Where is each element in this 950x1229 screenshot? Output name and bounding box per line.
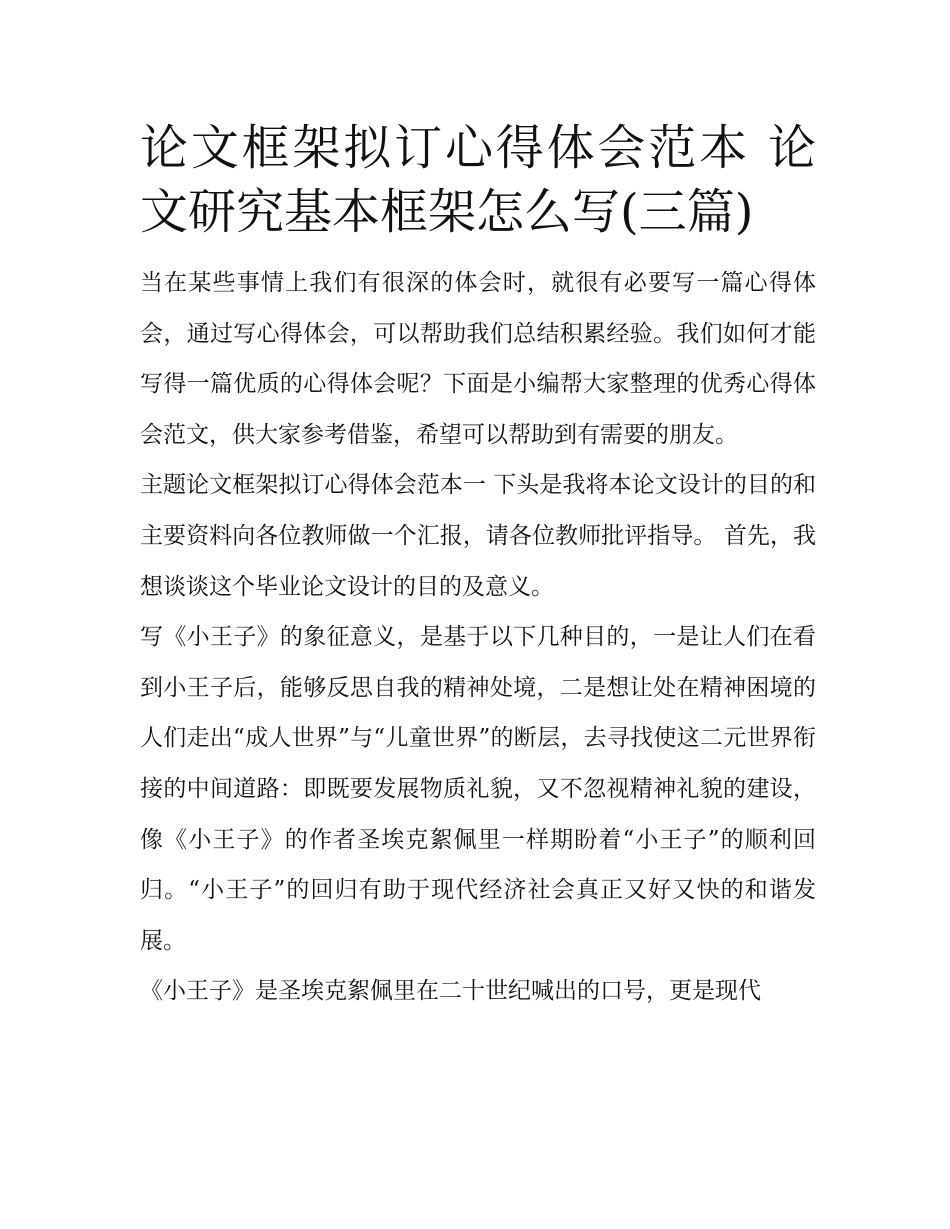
topic-paragraph: 主题论文框架拟订心得体会范本一 下头是我将本论文设计的目的和主要资料向各位教师做一个汇报，请各位教师批评指导。 首先，我想谈谈这个毕业论文设计的目的及意义。 — [140, 472, 816, 600]
document-body — [140, 258, 816, 1017]
document-title: 论文框架拟订心得体会范本 论文研究基本框架怎么写(三篇) — [140, 120, 816, 240]
document-content — [140, 116, 816, 1017]
purpose-paragraph: 写《小王子》的象征意义，是基于以下几种目的，一是让人们在看到小王子后，能够反思自我的精神处境，二是想让处在精神困境的人们走出“成人世界”与“儿童世界”的断层，去寻找使这二元世界衔接的中间道路：即既要发展物质礼貌，又不忽视精神礼貌的建设，像《小王子》的作者圣埃克絮佩里一样期盼着“小王子”的顺利回归。“小王子”的回归有助于现代经济社会真正又好又快的和谐发展。 — [140, 624, 816, 954]
intro-paragraph: 当在某些事情上我们有很深的体会时，就很有必要写一篇心得体会，通过写心得体会，可以帮助我们总结积累经验。我们如何才能写得一篇优质的心得体会呢？下面是小编帮大家整理的优秀心得体会范文，供大家参考借鉴，希望可以帮助到有需要的朋友。 — [140, 270, 816, 448]
closing-paragraph: 《小王子》是圣埃克絮佩里在二十世纪喊出的口号，更是现代 — [140, 978, 761, 1005]
